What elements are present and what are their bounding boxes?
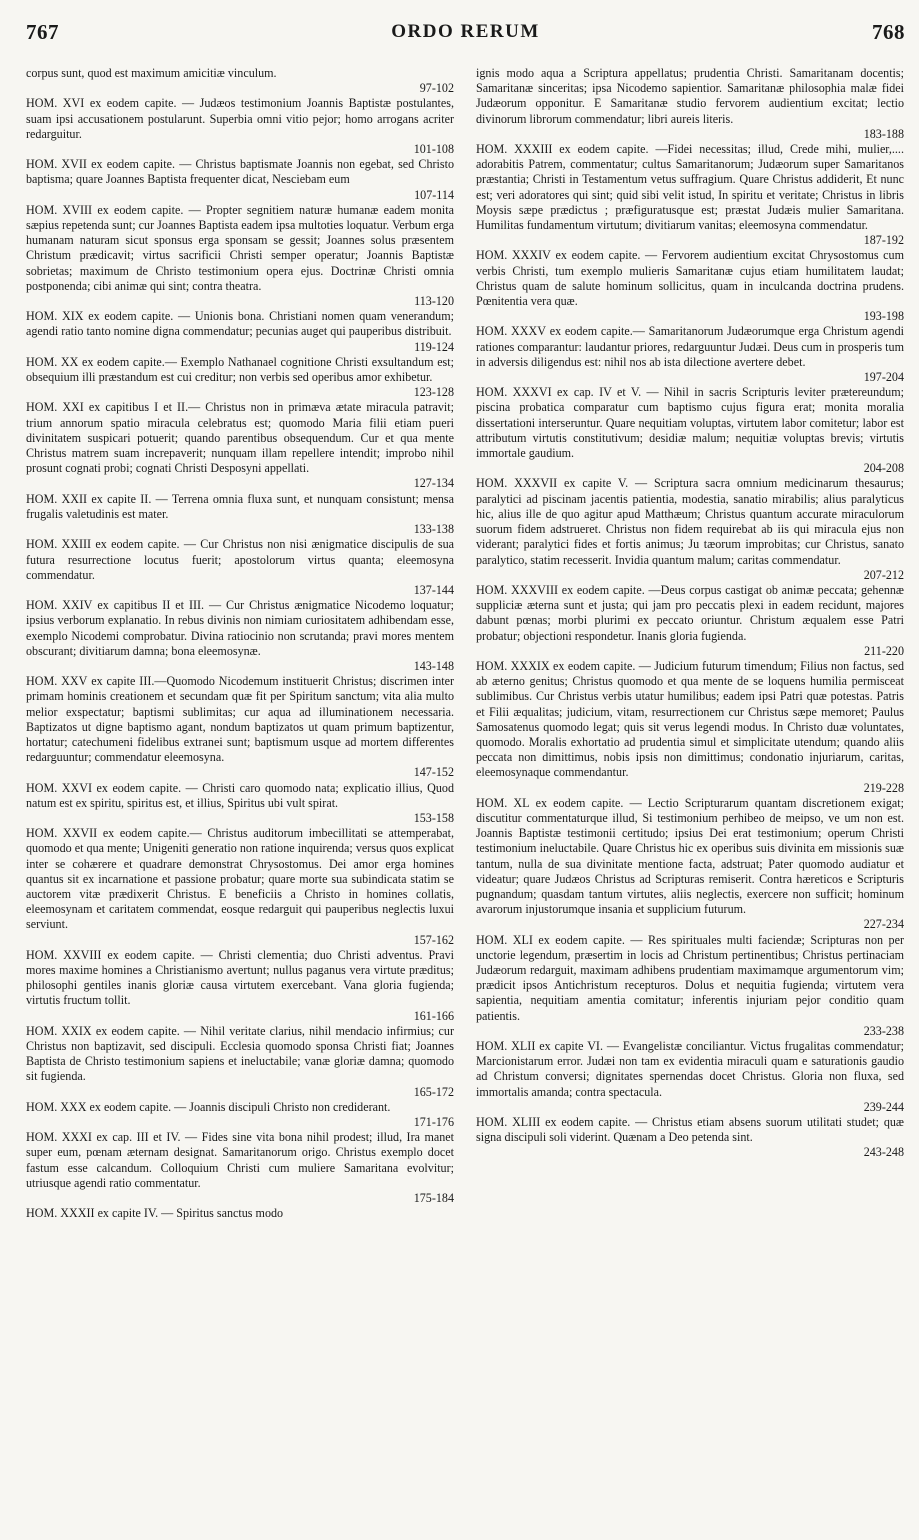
- page-range: 161-166: [413, 1008, 454, 1023]
- page-range: 197-204: [863, 370, 904, 385]
- homily-number: HOM. XXIII: [26, 537, 92, 552]
- homily-number: HOM. XLII: [476, 1039, 536, 1053]
- homily-number: HOM. XXXV: [476, 324, 546, 339]
- homily-number: HOM. XXVII: [26, 826, 98, 841]
- homily-entry: HOM. XXX ex eodem capite. — Joannis discipuli Christo non crediderant. 171-176: [26, 1099, 454, 1130]
- page-range: 227-234: [863, 917, 904, 932]
- page-range: 183-188: [863, 126, 904, 141]
- homily-entry: HOM. XVI ex eodem capite. — Judæos testimonium Joannis Baptistæ postulantes, suam ipsi accusationem postularunt. Superbia omni vitio pejor; homo arrogans acriter redarguitur. 101-108: [26, 96, 454, 157]
- homily-number: HOM. XXI: [26, 400, 84, 415]
- homily-entry: HOM. XLI ex eodem capite. — Res spirituales multi faciendæ; Scripturas non per unctorie legendum, præsertim in locis ad Christum pertinentibus; Christus pertinaciam Judæorum redarguit, maximam adhibens prudentiam maximamque argumentorum vim; prædicit ipsos Antichristum recepturos. Dolus et nequitia fugienda; virtutem vera sapientia, nequitiam amentia comitatur; inferentis injuriam pejor conditio quam patientis. 233-238: [476, 932, 904, 1038]
- homily-entry: HOM. XXXIX ex eodem capite. — Judicium futurum timendum; Filius non factus, sed ab æterno genitus; Christus quomodo et qua mente de se loquens humilia permisceat sublimibus. Cur Christus verbis utatur humilibus; eadem ipsi Patri quæ potestas. Patris et Filii æqualitas; judicium, vitam, resurrectionem cur Christus sæpe memoret; Paulus Samosatenus quomodo legat; quis sit verus legendi modus. In Christo duæ voluntates, quomodo. Moralis exhortatio ad prudentia simul et simplicitate utendum; quando aliis peccata non dimittimus, nobis ipsis non dimittimus; condonatio injuriarum, caritas, eleemosynaque commendantur. 219-228: [476, 658, 905, 795]
- page-range: 97-102: [419, 81, 454, 96]
- page-range: 193-198: [863, 309, 904, 324]
- homily-entry: HOM. XVIII ex eodem capite. — Propter segnitiem naturæ humanæ eadem monita sæpius repetenda sunt; cur Joannes Baptista eadem ipsa multoties loquatur. Verbum erga humanam naturam sicut sponsus erga sponsam se gessit; Joannes solus præsentem Christum prædicavit; virtus sacrificii Christi semper operatur; Joannis Baptistæ sobrietas; maximum de Christo testimonium opera ejus. Doctrinæ Christi omnia postponenda; cibi animæ qui sint; contra theatra. 113-120: [26, 202, 454, 309]
- homily-number: HOM. XXXVIII: [476, 582, 558, 597]
- page-range: 143-148: [413, 658, 454, 673]
- page-range: 239-244: [863, 1099, 904, 1114]
- homily-number: HOM. XXX: [26, 1099, 87, 1114]
- homily-entry: HOM. XXXVI ex cap. IV et V. — Nihil in sacris Scripturis leviter prætereundum; piscina probatica comparatur cum baptismo cujus figura erat; monita moralia dissertationi interseruntur. Quare nequitiam voluptas, virtutem labor comitetur; labor est attributum virtutis constitutivum; desidiæ malum; nequitiæ voluptas brevis; virtutis immortale gaudium. 204-208: [476, 385, 904, 476]
- homily-entry: HOM. XXXIII ex eodem capite. —Fidei necessitas; illud, Crede mihi, mulier,.... adorabitis Patrem, commentatur; cultus Samaritanorum; Judæorum super Samaritanos præstantia; Christi in Testamentum vetus suffragium. Quare Christus addiderit, Et nunc est; veri adoratores qui sint; quid sibi velit istud, In spiritu et veritate; Christus in libris Moysis sæpe prædictus ; præfiguratusque est; præstat Judæis mulier Samaritana. Humilitas fundamentum virtutum; divitiarum vanitas; eleemosyna commendatur. 187-192: [476, 142, 904, 248]
- homily-number: HOM. XVII: [26, 157, 87, 172]
- homily-number: HOM. XXVI: [26, 780, 92, 795]
- page-range: 119-124: [414, 339, 454, 354]
- homily-entry: HOM. XL ex eodem capite. — Lectio Scripturarum quantam discretionem exigat; discutitur commentaturque illud, Si testimonium perhibeo de meipso, ve um non est. Joannis Baptistæ testimonii certitudo; ipsius Dei erat testimonium; operum Christi testimonium ineluctabile. Quare Christus hic ex operibus suis divinita em missionis suæ tantum, nulla de sua divinitate mentione facta, adstruat; Pater quomodo audiatur et videatur; quare Judæos Christus ad Scripturas remiserit. Contra hæreticos e Scripturis pugnandum; quasdam tantum virtutes, aliis neglectis, exercere non sufficit; hominum avarorum injustorumque insania et supplicium futurum. 227-234: [476, 795, 905, 932]
- page-range: 207-212: [863, 567, 904, 582]
- page-range: 101-108: [413, 142, 454, 157]
- page-range: 133-138: [413, 522, 454, 537]
- homily-entry: HOM. XXXVIII ex eodem capite. —Deus corpus castigat ob animæ peccata; gehennæ suppliciæ æterna sunt et justa; qui jam pro peccatis plexi in eadem recidunt, majores dabunt pœnas; morbi plurimi ex peccato oriuntur. Christum æqualem esse Patri probatur; objectioni respondetur. Inanis gloria fugienda. 211-220: [476, 582, 904, 658]
- homily-entry: HOM. XX ex eodem capite.— Exemplo Nathanael cognitione Christi exsultandum est; obsequium illi præstandum est cui creditur; non verbis sed operibus amor exhibetur. 123-128: [26, 354, 454, 400]
- page-range: 187-192: [863, 233, 904, 248]
- homily-number: HOM. XXIV: [26, 598, 93, 613]
- homily-entry: HOM. XIX ex eodem capite. — Unionis bona. Christiani nomen quam venerandum; agendi ratio tanto nomine digna commendatur; pecunias auget qui pauperibus distribuit. 119-124: [26, 309, 454, 354]
- homily-entry: HOM. XLII ex capite VI. — Evangelistæ conciliantur. Victus frugalitas commendatur; Marcionistarum error. Judæi non tam ex evidentia miraculi quam e saturationis gaudio ad Christum conversi; dignitates spernendas docet Christus. Gloria non fluxa, sed immortalis amanda; contra spectacula. 239-244: [476, 1039, 904, 1114]
- page-range: 157-162: [413, 932, 454, 947]
- page-range: 123-128: [413, 385, 454, 400]
- running-header: [26, 12, 905, 52]
- page-range: 127-134: [413, 476, 454, 491]
- homily-number: HOM. XXXVI: [476, 385, 552, 400]
- homily-number: HOM. XXXIX: [476, 658, 550, 673]
- homily-entry: ignis modo aqua a Scriptura appellatus; prudentia Christi. Samaritanam docentis; Samaritanæ sinceritas; ipsa Nicodemo sapientior. Samaritanæ philosophia malæ fidei Judæorum opponitur. E Samaritanæ studio fervorem audientium excitat; lectio divinorum librorum commendatur; libri aureis literis. 183-188: [476, 66, 904, 141]
- page-range: 211-220: [864, 643, 904, 658]
- homily-entry: HOM. XXXI ex cap. III et IV. — Fides sine vita bona nihil prodest; illud, Ira manet super eum, pœnam æternam designat. Samaritanorum origo. Christus exemplo docet fastum esse calcandum. Colloquium Christi cum muliere Samaritana evolvitur; utriusque agendi ratio commentatur. 175-184: [26, 1130, 454, 1206]
- homily-entry: HOM. XXIII ex eodem capite. — Cur Christus non nisi ænigmatice discipulis de sua futura resurrectione locutus fuerit; apostolorum virtus quanta; eleemosyna commendatur. 137-144: [26, 537, 454, 597]
- homily-number: HOM. XL: [476, 795, 530, 810]
- page-number-left: 767: [26, 20, 59, 44]
- homily-entry: HOM. XXII ex capite II. — Terrena omnia fluxa sunt, et nunquam consistunt; mensa frugalis valetudinis est mater. 133-138: [26, 491, 455, 537]
- homily-entry: HOM. XVII ex eodem capite. — Christus baptismate Joannis non egebat, sed Christo baptisma; quare Joannes Baptista frequenter dicat, Nesciebam eum 107-114: [26, 157, 454, 202]
- page-range: 204-208: [863, 461, 904, 476]
- homily-number: HOM. XXVIII: [26, 947, 102, 962]
- page-number-right: 768: [872, 20, 905, 44]
- page-range: 113-120: [414, 294, 454, 309]
- homily-number: HOM. XVIII: [26, 202, 93, 217]
- homily-number: HOM. XLIII: [476, 1115, 541, 1130]
- homily-number: HOM. XIX: [26, 309, 84, 324]
- homily-entry: HOM. XXXII ex capite IV. — Spiritus sanctus modo: [26, 1206, 284, 1221]
- homily-number: HOM. XXII: [26, 491, 88, 506]
- page-range: 219-228: [863, 780, 904, 795]
- homily-number: HOM. XXV: [26, 674, 88, 689]
- homily-entry: HOM. XXXV ex eodem capite.— Samaritanorum Judæorumque erga Christum agendi rationes comparantur: laudantur priores, redarguuntur Judæi. Deus cum in prosperis tum in adversis diligendus est: nihil nos ab ista dilectione avertere debet. 197-204: [476, 324, 905, 385]
- homily-entry: HOM. XXVI ex eodem capite. — Christi caro quomodo nata; explicatio illius, Quod natum est ex spiritu, spiritus est, et illius, Spiritus ubi vult spirat. 153-158: [26, 780, 455, 825]
- homily-number: HOM. XLI: [476, 932, 533, 947]
- page-range: 171-176: [413, 1115, 454, 1130]
- page-range: 153-158: [413, 810, 454, 825]
- homily-number: HOM. XXIX: [26, 1023, 92, 1038]
- homily-number: HOM. XXXIII: [476, 142, 553, 157]
- page-range: 243-248: [863, 1145, 904, 1160]
- homily-entry: corpus sunt, quod est maximum amicitiæ vinculum. 97-102: [26, 66, 454, 96]
- page-range: 175-184: [413, 1191, 454, 1206]
- page-range: 147-152: [413, 765, 454, 780]
- page-range: 165-172: [413, 1084, 454, 1099]
- homily-entry: HOM. XXVII ex eodem capite.— Christus auditorum imbecillitati se attemperabat, quomodo et qua mente; Unigeniti generatio non ratione inquirenda; versus quos explicat inter se cohærere et quadrare demonstrat Chrysostomus. Dei amor erga homines quantus sit ex incarnatione et passione probatur; quare morte sua subindicata statim se auctorem vitæ prædixerit Christus. E beneficiis a Christo in homines collatis, eleemosynam et caritatem commendat, eosque redarguit qui pauperibus neglectis luxui serviunt. 157-162: [26, 826, 454, 947]
- homily-entry: HOM. XXIX ex eodem capite. — Nihil veritate clarius, nihil mendacio infirmius; cur Christus non baptizavit, sed discipuli. Ecclesia quomodo sponsa Christi fiat; Joannes Baptista de Christo testimonium sapiens et ineluctabile; vanæ gloriæ damna; quomodo sit fugienda. 165-172: [26, 1023, 454, 1099]
- homily-entry: HOM. XXXVII ex capite V. — Scriptura sacra omnium medicinarum thesaurus; paralytici ad piscinam jacentis patientia, modestia, sanatio mirabilis; alius paralyticus hic, alius ille de quo agitur apud Matthæum; Christus quantum accurate miraculorum suorum fidem adstrueret. Christus non fidem requirebat ab iis qui miracula ejus non viderant; paralytici fides et fortis animus; Ju tæorum improbitas; cur Christus, sanato paralytico, statim recesserit. Invidia quantum malum; caritas commendatur. 207-212: [476, 476, 904, 582]
- homily-number: HOM. XXXVII: [476, 476, 558, 491]
- page-title: ORDO RERUM: [391, 21, 540, 42]
- page-range: 233-238: [863, 1023, 904, 1038]
- right-column: [476, 66, 904, 1161]
- homily-entry: HOM. XXV ex capite III.—Quomodo Nicodemum instituerit Christus; discrimen inter primam hominis creationem et secundam quæ fit per Spiritum sanctum; vita alia multo melior exspectatur; baptismi sublimitas; cur aqua ad illuminationem necessaria. Baptizatos ut digne baptismo agant, nondum baptizatos ut quam primum baptizentur, hortatur; catechumeni fidelibus extranei sunt; baptismum usque ad mortem differentes redarguuntur; commendatur eleemosyna. 147-152: [26, 674, 454, 780]
- homily-entry: HOM. XXI ex capitibus I et II.— Christus non in primæva ætate miracula patravit; trium annorum spatio miracula celebratus est; quomodo Maria filii etiam pueri divinitatem suspicari potuerit; quando parentibus obsequendum. Cur et qua mente Christus matrem suam increpaverit; nunquam illam repellere intendit; improbo nihil prosunt cognati probi; cognati Christi Desposyni appellati. 127-134: [26, 400, 454, 491]
- homily-number: HOM. XXXIV: [476, 248, 551, 263]
- homily-entry: HOM. XXXIV ex eodem capite. — Fervorem audientium excitat Chrysostomus cum verbis Christi, tum exemplo mulieris Samaritanæ cujus etiam humilitatem laudat; Christus quam de salute hominum sollicitus, quam in inculcanda doctrina prudens. Pœnitentia vera quæ. 193-198: [476, 248, 904, 324]
- homily-number: HOM. XXXII: [26, 1206, 95, 1221]
- left-column: [26, 66, 454, 1221]
- page-range: 137-144: [413, 582, 454, 597]
- homily-entry: HOM. XLIII ex eodem capite. — Christus etiam absens suorum utilitati studet; quæ signa discipuli soli viderint. Quænam a Deo petenda sint. 243-248: [476, 1115, 904, 1160]
- homily-entry: HOM. XXVIII ex eodem capite. — Christi clementia; duo Christi adventus. Pravi mores maxime homines a Christianismo avertunt; nullus paganus vera virtute præditus; philosophi gentiles inanis gloriæ causa virtutem exercebant. Vana gloria fugienda; virtutis fructum tollit. 161-166: [26, 947, 454, 1023]
- homily-number: HOM. XXXI: [26, 1130, 92, 1145]
- page-range: 107-114: [414, 187, 454, 202]
- homily-entry: HOM. XXIV ex capitibus II et III. — Cur Christus ænigmatice Nicodemo loquatur; ipsius verborum explanatio. In rebus divinis non nimiam curiositatem adhibendam esse, exemplo Nicodemi comprobatur. Divina ratiocinio non scrutanda; pravi mores mentem obscurant; divitiarum damna; bona eleemosynæ. 143-148: [26, 598, 454, 673]
- homily-number: HOM. XX: [26, 354, 79, 369]
- homily-number: HOM. XVI: [26, 96, 85, 111]
